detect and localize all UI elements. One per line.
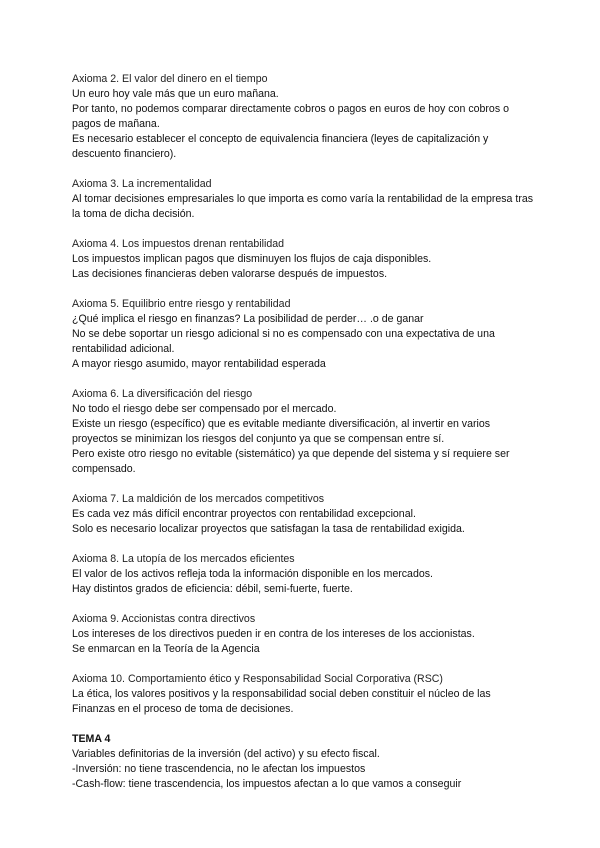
paragraph-line: ¿Qué implica el riesgo en finanzas? La posibilidad de perder… .o de ganar [72, 313, 424, 325]
section-heading: Axioma 10. Comportamiento ético y Responsabilidad Social Corporativa (RSC) [72, 673, 443, 685]
document-page [72, 72, 534, 792]
axiom-2-section [72, 72, 534, 162]
section-heading: Axioma 2. El valor del dinero en el tiempo [72, 73, 268, 85]
paragraph-line: Existe un riesgo (específico) que es evitable mediante diversificación, al invertir en varios proyectos se minimizan los riesgos del conjunto ya que se compensan entre sí. [72, 418, 491, 445]
tema-4-section [72, 732, 534, 792]
paragraph-line: Variables definitorias de la inversión (del activo) y su efecto fiscal. [72, 748, 380, 760]
axiom-3-section [72, 177, 534, 222]
section-heading: Axioma 3. La incrementalidad [72, 178, 212, 190]
paragraph-line: Las decisiones financieras deben valorarse después de impuestos. [72, 268, 388, 280]
paragraph-line: A mayor riesgo asumido, mayor rentabilidad esperada [72, 358, 326, 370]
paragraph-line: Los intereses de los directivos pueden ir en contra de los intereses de los accionistas. [72, 628, 475, 640]
section-heading: Axioma 9. Accionistas contra directivos [72, 613, 256, 625]
axiom-8-section [72, 552, 534, 597]
section-heading: Axioma 5. Equilibrio entre riesgo y rentabilidad [72, 298, 291, 310]
paragraph-line: Hay distintos grados de eficiencia: débil, semi-fuerte, fuerte. [72, 583, 353, 595]
paragraph-line: No se debe soportar un riesgo adicional si no es compensado con una expectativa de una rentabilidad adicional. [72, 328, 495, 355]
paragraph-line: Pero existe otro riesgo no evitable (sistemático) ya que depende del sistema y sí requiere ser compensado. [72, 448, 510, 475]
paragraph-line: La ética, los valores positivos y la responsabilidad social deben constituir el núcleo de las Finanzas en el proceso de toma de decisiones. [72, 688, 491, 715]
section-heading: Axioma 4. Los impuestos drenan rentabilidad [72, 238, 284, 250]
paragraph-line: Se enmarcan en la Teoría de la Agencia [72, 643, 260, 655]
paragraph-line: -Cash-flow: tiene trascendencia, los impuestos afectan a lo que vamos a conseguir [72, 778, 462, 790]
paragraph-line: No todo el riesgo debe ser compensado por el mercado. [72, 403, 337, 415]
axiom-5-section [72, 297, 534, 372]
axiom-4-section [72, 237, 534, 282]
axiom-10-section [72, 672, 534, 717]
paragraph-line: -Inversión: no tiene trascendencia, no le afectan los impuestos [72, 763, 366, 775]
paragraph-line: El valor de los activos refleja toda la información disponible en los mercados. [72, 568, 433, 580]
tema-heading: TEMA 4 [72, 733, 111, 745]
section-heading: Axioma 8. La utopía de los mercados eficientes [72, 553, 295, 565]
paragraph-line: Los impuestos implican pagos que disminuyen los flujos de caja disponibles. [72, 253, 432, 265]
axiom-9-section [72, 612, 534, 657]
section-heading: Axioma 7. La maldición de los mercados competitivos [72, 493, 325, 505]
paragraph-line: Es cada vez más difícil encontrar proyectos con rentabilidad excepcional. [72, 508, 416, 520]
paragraph-line: Al tomar decisiones empresariales lo que importa es como varía la rentabilidad de la empresa tras la toma de dicha decisión. [72, 193, 534, 220]
section-heading: Axioma 6. La diversificación del riesgo [72, 388, 253, 400]
paragraph-line: Un euro hoy vale más que un euro mañana. [72, 88, 279, 100]
paragraph-line: Por tanto, no podemos comparar directamente cobros o pagos en euros de hoy con cobros o pagos de mañana. [72, 103, 509, 130]
axiom-7-section [72, 492, 534, 537]
paragraph-line: Es necesario establecer el concepto de equivalencia financiera (leyes de capitalización y descuento financiero). [72, 133, 489, 160]
axiom-6-section [72, 387, 534, 477]
paragraph-line: Solo es necesario localizar proyectos que satisfagan la tasa de rentabilidad exigida. [72, 523, 465, 535]
